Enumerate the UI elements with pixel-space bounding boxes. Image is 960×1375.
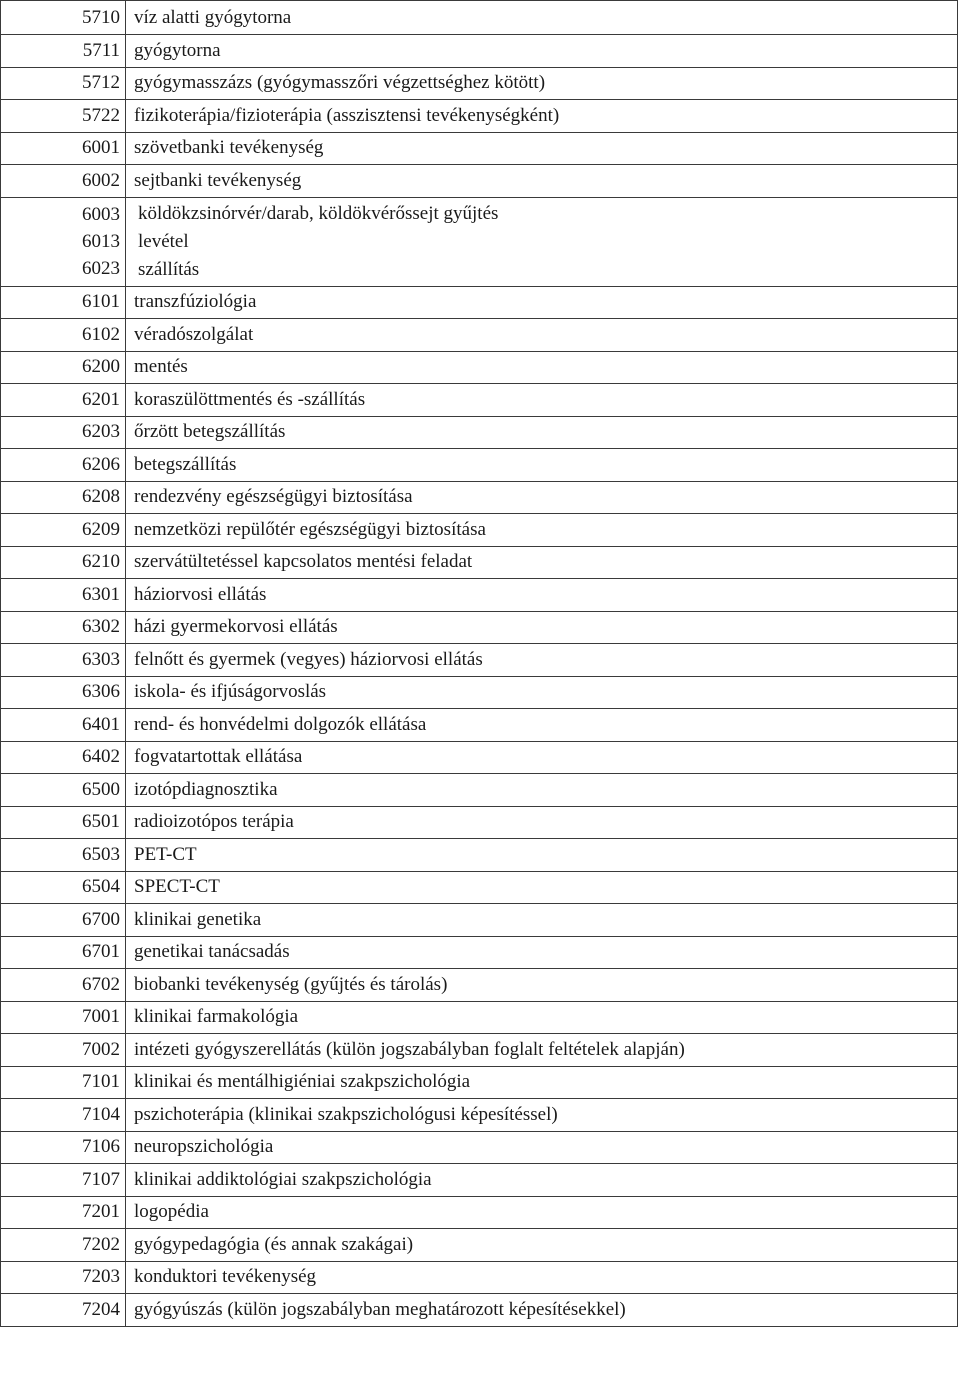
code-cell: 6203 [1,416,126,449]
code-value: 6003 [82,204,120,225]
description-cell [126,197,958,286]
code-cell: 6503 [1,839,126,872]
description-cell: pszichoterápia (klinikai szakpszichológusi képesítéssel) [126,1099,958,1132]
table-row [1,644,958,677]
table-row [1,514,958,547]
description-cell: intézeti gyógyszerellátás (külön jogszabályban foglalt feltételek alapján) [126,1034,958,1067]
code-cell: 6702 [1,969,126,1002]
description-cell: víz alatti gyógytorna [126,1,958,35]
table-row [1,546,958,579]
code-cell: 6200 [1,351,126,384]
code-cell: 7203 [1,1261,126,1294]
table-row [1,1164,958,1197]
code-value: 6013 [82,231,120,252]
table-row [1,1131,958,1164]
code-cell: 6306 [1,676,126,709]
description-cell: izotópdiagnosztika [126,774,958,807]
description-cell: gyógytorna [126,35,958,68]
description-cell: háziorvosi ellátás [126,579,958,612]
code-cell: 6303 [1,644,126,677]
code-cell: 6501 [1,806,126,839]
description-cell: fogvatartottak ellátása [126,741,958,774]
description-cell: iskola- és ifjúságorvoslás [126,676,958,709]
code-cell: 7107 [1,1164,126,1197]
description-cell: gyógypedagógia (és annak szakágai) [126,1229,958,1262]
code-cell: 6701 [1,936,126,969]
code-cell: 7104 [1,1099,126,1132]
code-cell: 7106 [1,1131,126,1164]
description-cell: házi gyermekorvosi ellátás [126,611,958,644]
description-cell: SPECT-CT [126,871,958,904]
code-cell: 6700 [1,904,126,937]
description-cell: betegszállítás [126,449,958,482]
table-row [1,774,958,807]
table-row [1,936,958,969]
code-cell: 6206 [1,449,126,482]
code-cell [1,197,126,286]
table-row [1,904,958,937]
table-body [1,1,958,1327]
description-cell: neuropszichológia [126,1131,958,1164]
table-row [1,449,958,482]
table-row [1,871,958,904]
table-row [1,67,958,100]
code-cell: 7002 [1,1034,126,1067]
description-cell: mentés [126,351,958,384]
description-cell: rendezvény egészségügyi biztosítása [126,481,958,514]
description-cell: PET-CT [126,839,958,872]
description-cell: fizikoterápia/fizioterápia (asszisztensi tevékenységként) [126,100,958,133]
description-cell: genetikai tanácsadás [126,936,958,969]
code-cell: 6209 [1,514,126,547]
description-cell: klinikai addiktológiai szakpszichológia [126,1164,958,1197]
code-cell: 6101 [1,286,126,319]
code-cell: 6401 [1,709,126,742]
description-cell: radioizotópos terápia [126,806,958,839]
table-row [1,1,958,35]
description-cell: transzfúziológia [126,286,958,319]
table-row [1,132,958,165]
table-row [1,741,958,774]
table-row [1,676,958,709]
table-row [1,1034,958,1067]
description-cell: felnőtt és gyermek (vegyes) háziorvosi ellátás [126,644,958,677]
description-cell: szövetbanki tevékenység [126,132,958,165]
table-row [1,579,958,612]
table-row [1,35,958,68]
description-cell: logopédia [126,1196,958,1229]
table-row [1,384,958,417]
description-cell: klinikai farmakológia [126,1001,958,1034]
description-text: szállítás [138,258,200,280]
code-cell: 6002 [1,165,126,198]
description-cell: szervátültetéssel kapcsolatos mentési feladat [126,546,958,579]
table-row [1,1196,958,1229]
code-cell: 7001 [1,1001,126,1034]
description-cell: őrzött betegszállítás [126,416,958,449]
table-row [1,611,958,644]
description-cell: gyógyúszás (külön jogszabályban meghatározott képesítésekkel) [126,1294,958,1327]
table-row [1,351,958,384]
code-value: 6023 [82,258,120,279]
table-row [1,1099,958,1132]
table-row [1,806,958,839]
table-row [1,100,958,133]
code-cell: 6504 [1,871,126,904]
code-cell: 6210 [1,546,126,579]
code-cell: 6201 [1,384,126,417]
description-cell: nemzetközi repülőtér egészségügyi biztosítása [126,514,958,547]
description-text: köldökzsinórvér/darab, köldökvérőssejt gyűjtés [138,202,499,224]
table-row [1,197,958,286]
code-cell: 7201 [1,1196,126,1229]
description-cell: konduktori tevékenység [126,1261,958,1294]
description-cell: gyógymasszázs (gyógymasszőri végzettséghez kötött) [126,67,958,100]
description-cell: klinikai genetika [126,904,958,937]
code-cell: 6001 [1,132,126,165]
code-cell: 5712 [1,67,126,100]
code-cell: 6208 [1,481,126,514]
table-row [1,839,958,872]
description-cell: sejtbanki tevékenység [126,165,958,198]
description-cell: rend- és honvédelmi dolgozók ellátása [126,709,958,742]
description-cell: véradószolgálat [126,319,958,352]
code-cell: 6500 [1,774,126,807]
code-cell: 6302 [1,611,126,644]
table-row [1,1001,958,1034]
description-cell: biobanki tevékenység (gyűjtés és tárolás) [126,969,958,1002]
code-cell: 5711 [1,35,126,68]
code-cell: 5722 [1,100,126,133]
description-cell: koraszülöttmentés és -szállítás [126,384,958,417]
code-cell: 6402 [1,741,126,774]
code-cell: 6102 [1,319,126,352]
code-cell: 5710 [1,1,126,35]
description-cell: klinikai és mentálhigiéniai szakpszichológia [126,1066,958,1099]
description-text: levétel [138,230,189,252]
table-row [1,1261,958,1294]
table-row [1,416,958,449]
table-row [1,1229,958,1262]
table-row [1,319,958,352]
table-row [1,709,958,742]
code-cell: 7204 [1,1294,126,1327]
table-row [1,481,958,514]
code-cell: 7202 [1,1229,126,1262]
table-row [1,286,958,319]
code-cell: 7101 [1,1066,126,1099]
table-row [1,165,958,198]
table-row [1,969,958,1002]
code-cell: 6301 [1,579,126,612]
table-row [1,1066,958,1099]
table-row [1,1294,958,1327]
